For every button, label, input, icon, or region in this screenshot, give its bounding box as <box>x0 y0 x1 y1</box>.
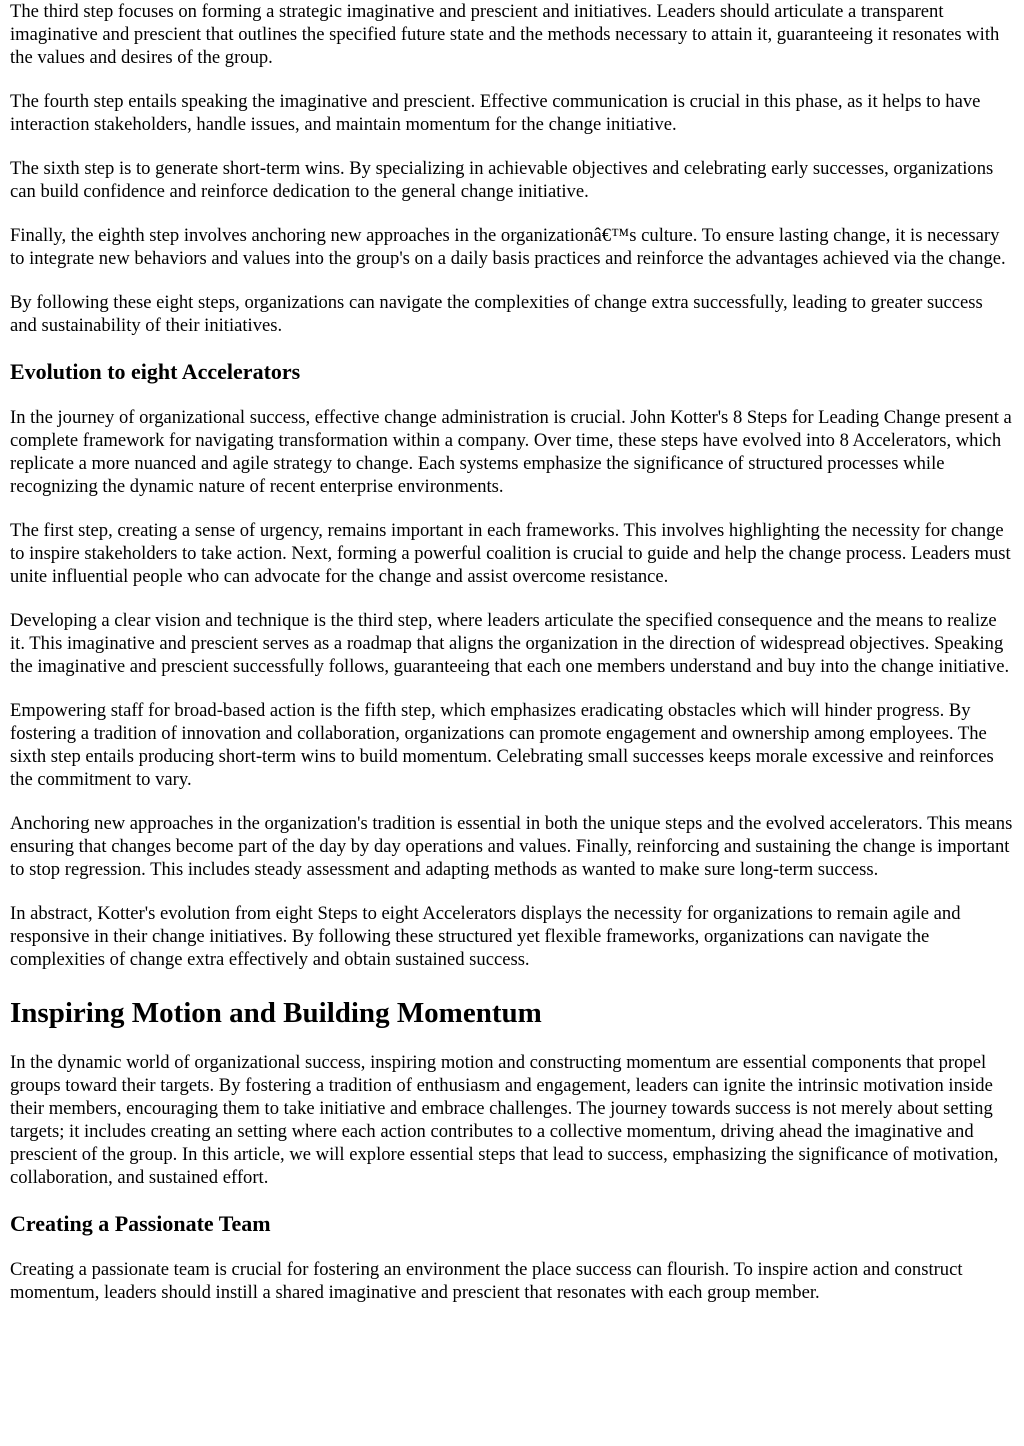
paragraph: In the journey of organizational success, effective change administration is crucial. John Kotter's 8 Steps for Leading Change present a complete framework for navigating transformation within a company. Over time, these steps have evolved into 8 Accelerators, which replicate a more nuanced and agile strategy to change. Each systems emphasize the significance of structured processes while recognizing the dynamic nature of recent enterprise environments. <box>10 407 1012 497</box>
section-heading-team: Creating a Passionate Team <box>10 1211 271 1236</box>
paragraph: In the dynamic world of organizational success, inspiring motion and constructing momentum are essential components that propel groups toward their targets. By fostering a tradition of enthusiasm and engagement, leaders can ignite the intrinsic motivation inside their members, encouraging them to take initiative and embrace challenges. The journey towards success is not merely about setting targets; it includes creating an setting where each action contributes to a collective momentum, driving ahead the imaginative and prescient of the group. In this article, we will explore essential steps that lead to success, emphasizing the significance of motivation, collaboration, and sustained effort. <box>10 1052 999 1188</box>
paragraph: In abstract, Kotter's evolution from eight Steps to eight Accelerators displays the necessity for organizations to remain agile and responsive in their change initiatives. By following these structured yet flexible frameworks, organizations can navigate the complexities of change extra effectively and obtain sustained success. <box>10 903 961 970</box>
paragraph: The sixth step is to generate short-term wins. By specializing in achievable objectives and celebrating early successes, organizations can build confidence and reinforce dedication to the general change initiative. <box>10 158 994 202</box>
paragraph: The third step focuses on forming a strategic imaginative and prescient and initiatives. Leaders should articulate a transparent imaginative and prescient that outlines the specified future state and the methods necessary to attain it, guaranteeing it resonates with the values and desires of the group. <box>10 1 1000 68</box>
paragraph: Anchoring new approaches in the organization's tradition is essential in both the unique steps and the evolved accelerators. This means ensuring that changes become part of the day by day operations and values. Finally, reinforcing and sustaining the change is important to stop regression. This includes steady assessment and adapting methods as wanted to make sure long-term success. <box>10 813 1013 880</box>
paragraph: Creating a passionate team is crucial for fostering an environment the place success can flourish. To inspire action and construct momentum, leaders should instill a shared imaginative and prescient that resonates with each group member. <box>10 1259 963 1303</box>
paragraph: The first step, creating a sense of urgency, remains important in each frameworks. This involves highlighting the necessity for change to inspire stakeholders to take action. Next, forming a powerful coalition is crucial to guide and help the change process. Leaders must unite influential people who can advocate for the change and assist overcome resistance. <box>10 520 1011 587</box>
paragraph: By following these eight steps, organizations can navigate the complexities of change extra successfully, leading to greater success and sustainability of their initiatives. <box>10 292 983 336</box>
section-heading-accelerators: Evolution to eight Accelerators <box>10 359 301 384</box>
paragraph: Finally, the eighth step involves anchoring new approaches in the organizationâ€™s culture. To ensure lasting change, it is necessary to integrate new behaviors and values into the group's on a daily basis practices and reinforce the advantages achieved via the change. <box>10 225 1006 269</box>
paragraph: Empowering staff for broad-based action is the fifth step, which emphasizes eradicating obstacles which will hinder progress. By fostering a tradition of innovation and collaboration, organizations can promote engagement and ownership among employees. The sixth step entails producing short-term wins to build momentum. Celebrating small successes keeps morale excessive and reinforces the commitment to vary. <box>10 700 994 790</box>
paragraph: Developing a clear vision and technique is the third step, where leaders articulate the specified consequence and the means to realize it. This imaginative and prescient serves as a roadmap that aligns the organization in the direction of widespread objectives. Speaking the imaginative and prescient successfully follows, guaranteeing that each one members understand and buy into the change initiative. <box>10 610 1010 677</box>
paragraph: The fourth step entails speaking the imaginative and prescient. Effective communication is crucial in this phase, as it helps to have interaction stakeholders, handle issues, and maintain momentum for the change initiative. <box>10 91 981 135</box>
section-heading-momentum: Inspiring Motion and Building Momentum <box>10 997 542 1029</box>
